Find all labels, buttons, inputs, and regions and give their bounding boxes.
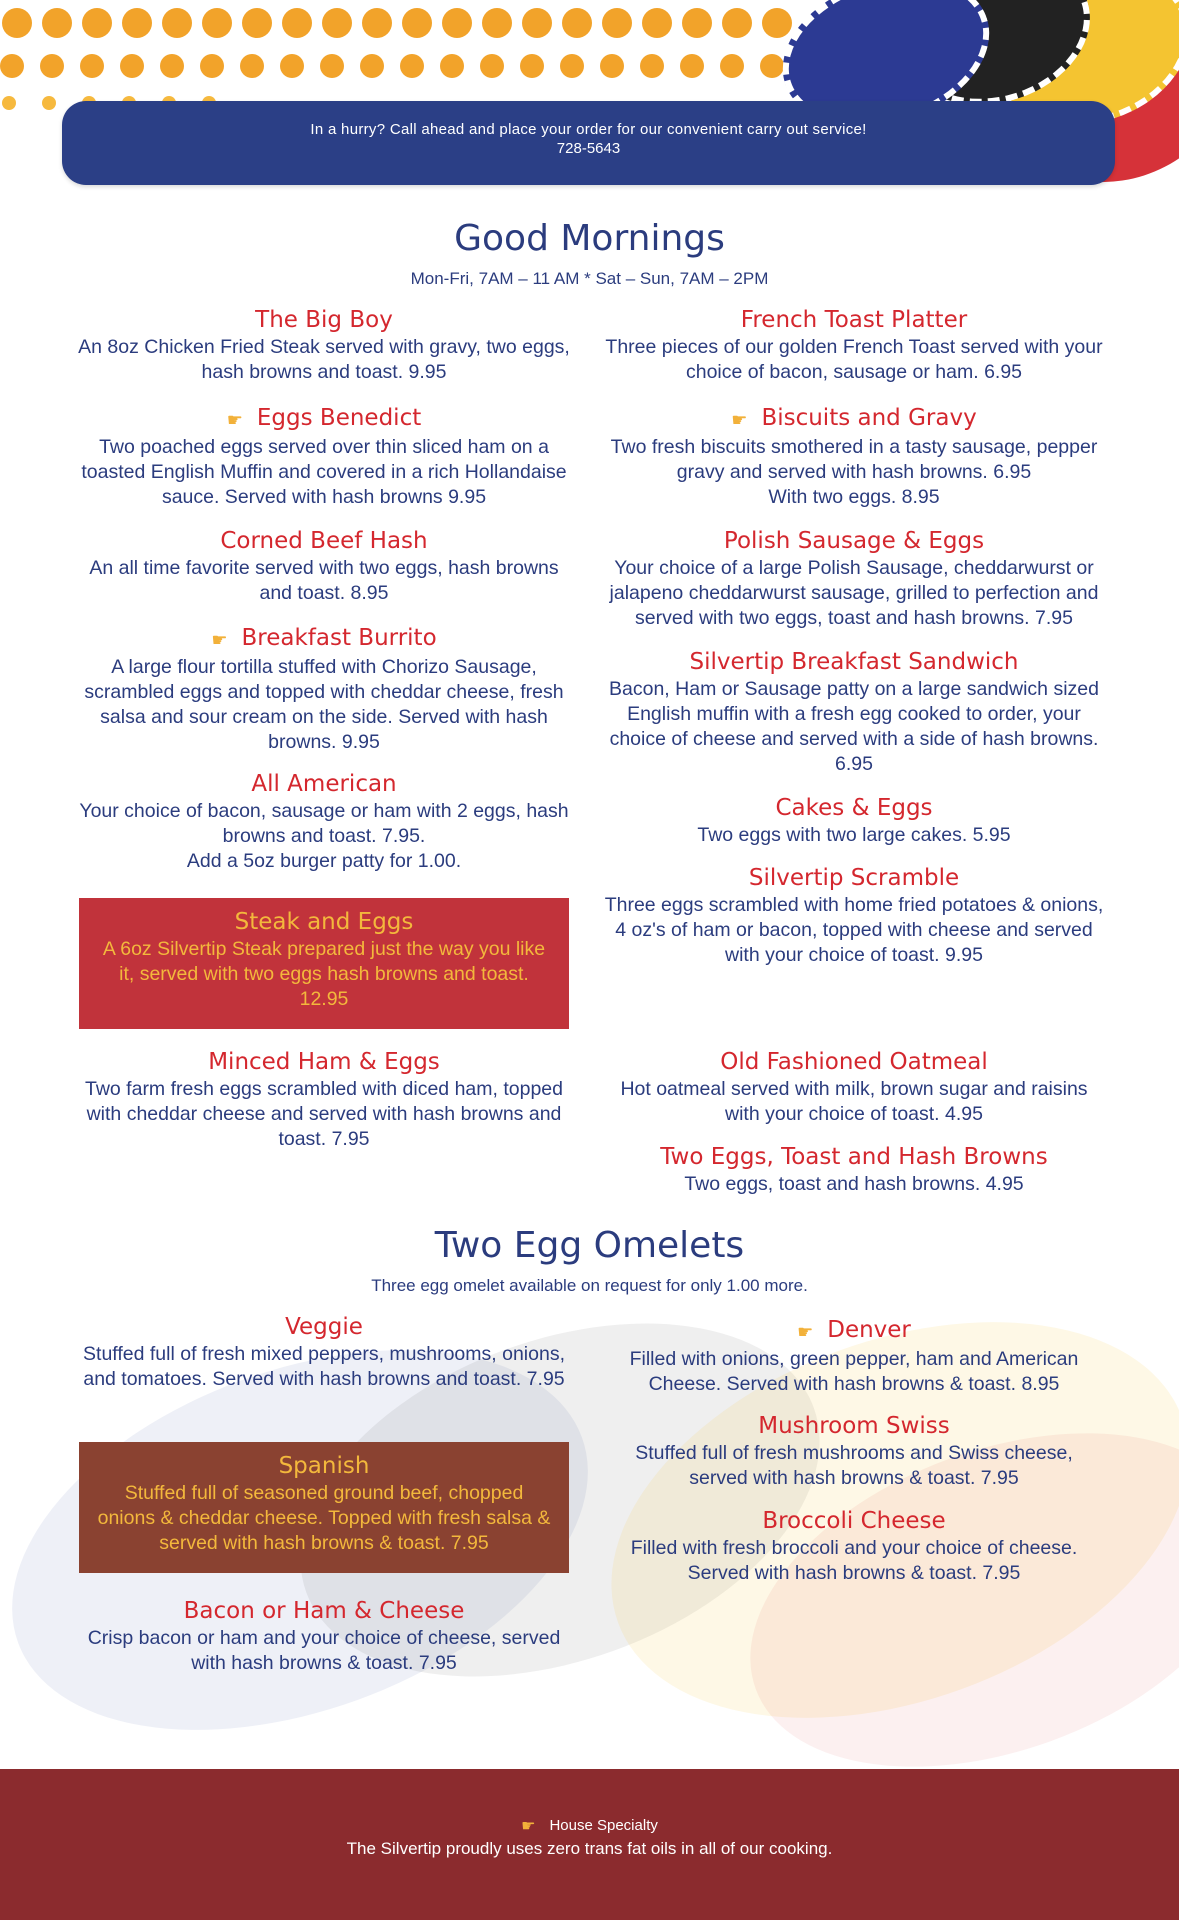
decorative-dot: [400, 54, 424, 78]
decorative-dot: [40, 54, 64, 78]
item-desc: An 8oz Chicken Fried Steak served with gravy, two eggs, hash browns and toast. 9.95: [78, 336, 570, 383]
item-desc: Three eggs scrambled with home fried potatoes & onions, 4 oz's of ham or bacon, topped with cheese and served with your choice of toast. 9.95: [604, 894, 1104, 966]
item-desc: Stuffed full of fresh mushrooms and Swiss cheese, served with hash browns & toast. 7.95: [635, 1442, 1073, 1489]
decorative-dot: [82, 8, 112, 38]
menu-item-breakfast-burrito: [74, 624, 574, 755]
menu-item-bacon-or-ham-cheese: [74, 1597, 574, 1676]
decorative-dot: [0, 54, 24, 78]
item-desc: Three pieces of our golden French Toast served with your choice of bacon, sausage or ham. 6.95: [605, 336, 1103, 383]
item-desc: Two poached eggs served over thin sliced ham on a toasted English Muffin and covered in a rich Hollandaise sauce. Served with hash browns 9.95: [81, 436, 567, 508]
item-desc: Your choice of a large Polish Sausage, cheddarwurst or jalapeno cheddarwurst sausage, grilled to perfection and served with two eggs, toast and hash browns. 7.95: [609, 557, 1099, 629]
pointing-hand-icon: ☛: [211, 630, 228, 651]
decorative-dot: [42, 96, 56, 110]
item-name: All American: [251, 771, 397, 797]
decorative-dot: [520, 54, 544, 78]
menu-item-biscuits-and-gravy: [604, 404, 1104, 510]
menu-item-silvertip-scramble: [604, 864, 1104, 968]
decorative-dot: [160, 54, 184, 78]
decorative-dot: [762, 8, 792, 38]
section-title-good-mornings: Good Mornings: [454, 218, 725, 259]
decorative-dot: [280, 54, 304, 78]
menu-item-polish-sausage-eggs: [604, 527, 1104, 631]
item-desc: Stuffed full of seasoned ground beef, chopped onions & cheddar cheese. Topped with fresh salsa & served with hash browns & toast. 7.95: [97, 1482, 551, 1554]
menu-item-all-american: [74, 770, 574, 874]
decorative-dot: [440, 54, 464, 78]
item-name: Eggs Benedict: [256, 405, 422, 431]
pointing-hand-icon: ☛: [731, 410, 748, 431]
item-desc: Your choice of bacon, sausage or ham with 2 eggs, hash browns and toast. 7.95.: [79, 800, 569, 847]
menu-item-eggs-benedict: [74, 404, 574, 510]
decorative-dot: [282, 8, 312, 38]
breakfast-hours: Mon-Fri, 7AM – 11 AM * Sat – Sun, 7AM – 2PM: [410, 269, 769, 288]
decorative-dot: [2, 96, 16, 110]
decorative-dot: [600, 54, 624, 78]
item-name: Denver: [827, 1317, 911, 1343]
item-desc: Two fresh biscuits smothered in a tasty sausage, pepper gravy and served with hash browns. 6.95: [610, 436, 1098, 483]
decorative-dot: [42, 8, 72, 38]
item-desc: A large flour tortilla stuffed with Chorizo Sausage, scrambled eggs and topped with cheddar cheese, fresh salsa and sour cream on the side. Served with hash browns. 9.95: [84, 656, 564, 753]
item-name: Mushroom Swiss: [758, 1413, 950, 1439]
item-name: Silvertip Breakfast Sandwich: [689, 649, 1019, 675]
decorative-dot: [362, 8, 392, 38]
decorative-dot: [640, 54, 664, 78]
decorative-dot: [522, 8, 552, 38]
decorative-dot: [560, 54, 584, 78]
footer: [0, 1769, 1179, 1920]
menu-item-broccoli-cheese: [604, 1507, 1104, 1586]
decorative-dot: [122, 8, 152, 38]
menu-item-two-eggs-toast-hash-browns: [604, 1143, 1104, 1197]
item-name: The Big Boy: [255, 307, 393, 333]
omelets-subtitle: Three egg omelet available on request for only 1.00 more.: [371, 1276, 808, 1295]
carry-out-text: In a hurry? Call ahead and place your order for our convenient carry out service!: [310, 121, 867, 138]
menu-item-corned-beef-hash: [74, 527, 574, 606]
trans-fat-note: The Silvertip proudly uses zero trans fat oils in all of our cooking.: [346, 1839, 833, 1858]
menu-item-minced-ham-eggs: [74, 1048, 574, 1152]
decorative-dot: [120, 54, 144, 78]
decorative-dot: [242, 8, 272, 38]
item-name: Veggie: [285, 1314, 363, 1340]
decorative-dot: [482, 8, 512, 38]
decorative-dot: [320, 54, 344, 78]
item-desc: Hot oatmeal served with milk, brown sugar and raisins with your choice of toast. 4.95: [620, 1078, 1088, 1125]
house-specialty-label: House Specialty: [549, 1817, 658, 1834]
decorative-dot: [202, 8, 232, 38]
menu-item-mushroom-swiss: [604, 1412, 1104, 1491]
pointing-hand-icon: ☛: [226, 410, 243, 431]
carry-out-banner: [62, 101, 1115, 185]
decorative-dot: [682, 8, 712, 38]
decorative-dot: [80, 54, 104, 78]
item-name: Broccoli Cheese: [762, 1508, 946, 1534]
item-name: Minced Ham & Eggs: [208, 1049, 440, 1075]
item-desc: An all time favorite served with two eggs, hash browns and toast. 8.95: [89, 557, 559, 604]
decorative-dot: [200, 54, 224, 78]
decorative-dot: [602, 8, 632, 38]
decorative-dot: [722, 8, 752, 38]
decorative-dot: [162, 8, 192, 38]
pointing-hand-icon: ☛: [521, 1818, 536, 1835]
item-desc-extra: Add a 5oz burger patty for 1.00.: [186, 850, 462, 872]
item-desc: Two farm fresh eggs scrambled with diced ham, topped with cheddar cheese and served with hash browns and toast. 7.95: [85, 1078, 563, 1150]
item-desc: Filled with onions, green pepper, ham and American Cheese. Served with hash browns & toast. 8.95: [629, 1348, 1079, 1395]
item-desc: Stuffed full of fresh mixed peppers, mushrooms, onions, and tomatoes. Served with hash browns and toast. 7.95: [83, 1343, 565, 1390]
decorative-dot: [322, 8, 352, 38]
item-desc: Two eggs, toast and hash browns. 4.95: [684, 1173, 1024, 1195]
decorative-dots: [0, 0, 820, 110]
decorative-dot: [680, 54, 704, 78]
item-desc: Bacon, Ham or Sausage patty on a large sandwich sized English muffin with a fresh egg cooked to order, your choice of cheese and served with a side of hash browns. 6.95: [609, 678, 1099, 775]
decorative-dot: [760, 54, 784, 78]
decorative-dot: [360, 54, 384, 78]
item-desc: Two eggs with two large cakes. 5.95: [697, 824, 1011, 846]
item-name: Biscuits and Gravy: [761, 405, 977, 431]
featured-item-spanish: [79, 1442, 569, 1573]
item-name: Breakfast Burrito: [241, 625, 437, 651]
decorative-dot: [2, 8, 32, 38]
item-desc: Filled with fresh broccoli and your choice of cheese. Served with hash browns & toast. 7.95: [630, 1537, 1078, 1584]
featured-item-steak-and-eggs: [79, 898, 569, 1029]
decorative-dot: [562, 8, 592, 38]
item-name: Two Eggs, Toast and Hash Browns: [660, 1144, 1048, 1170]
menu-item-silvertip-breakfast-sandwich: [604, 648, 1104, 777]
item-name: Cakes & Eggs: [775, 795, 933, 821]
menu-item-french-toast-platter: [604, 306, 1104, 385]
phone-number[interactable]: 728-5643: [556, 140, 621, 157]
decorative-dot: [720, 54, 744, 78]
menu-item-cakes-eggs: [604, 794, 1104, 848]
decorative-dot: [442, 8, 472, 38]
menu-item-veggie: [74, 1313, 574, 1392]
item-desc-extra: With two eggs. 8.95: [768, 486, 940, 508]
item-name: Old Fashioned Oatmeal: [720, 1049, 988, 1075]
menu-item-big-boy: [74, 306, 574, 385]
item-desc: Crisp bacon or ham and your choice of cheese, served with hash browns & toast. 7.95: [87, 1627, 561, 1674]
item-name: Corned Beef Hash: [220, 528, 428, 554]
menu-item-denver: [604, 1316, 1104, 1397]
item-name: French Toast Platter: [740, 307, 968, 333]
item-name: Polish Sausage & Eggs: [723, 528, 985, 554]
menu-item-old-fashioned-oatmeal: [604, 1048, 1104, 1127]
decorative-dot: [480, 54, 504, 78]
decorative-dot: [240, 54, 264, 78]
item-desc: A 6oz Silvertip Steak prepared just the way you like it, served with two eggs hash browns and toast. 12.95: [102, 938, 546, 1010]
decorative-dot: [402, 8, 432, 38]
item-name: Spanish: [278, 1453, 370, 1479]
decorative-dot: [642, 8, 672, 38]
section-title-omelets: Two Egg Omelets: [434, 1225, 745, 1266]
item-name: Silvertip Scramble: [748, 865, 960, 891]
item-name: Bacon or Ham & Cheese: [183, 1598, 465, 1624]
item-name: Steak and Eggs: [234, 909, 414, 935]
pointing-hand-icon: ☛: [797, 1322, 814, 1343]
